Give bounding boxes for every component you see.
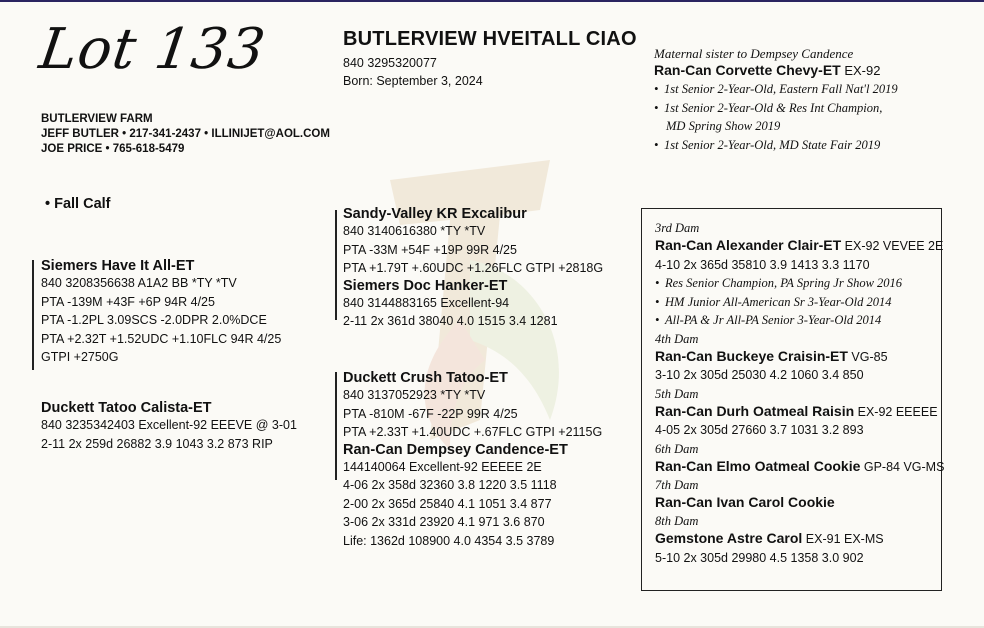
sire-line: PTA +2.32T +1.52UDC +1.10FLC 94R 4/25 — [41, 331, 282, 346]
maternal-sister-intro: Maternal sister to Dempsey Candence — [654, 46, 854, 61]
fifth-dam-class: EX-92 EEEEE — [854, 404, 938, 419]
dam-info — [41, 416, 297, 453]
eighth-dam-name: Gemstone Astre Carol — [655, 530, 803, 546]
award-item: • Res Senior Champion, PA Spring Jr Show 2016 — [655, 276, 903, 290]
eighth-dam-class: EX-91 EX-MS — [802, 532, 884, 546]
dam-dam-info — [343, 458, 602, 551]
maternal-sister-class: EX-92 — [840, 63, 881, 78]
sire-info — [41, 274, 281, 367]
sire-sire-line: 840 3140616380 *TY *TV — [343, 224, 486, 238]
dam-line: 2-11 2x 259d 26882 3.9 1043 3.2 873 RIP — [41, 436, 273, 451]
dam-line: 840 3235342403 Excellent-92 EEEVE @ 3-01 — [41, 418, 297, 432]
award-item: • All-PA & Jr All-PA Senior 3-Year-Old 2014 — [655, 313, 882, 327]
dam-dam-name: Ran-Can Dempsey Candence-ET — [343, 441, 568, 458]
dam-generation-label: 3rd Dam — [655, 221, 700, 235]
sixth-dam-class: GP-84 VG-MS — [860, 459, 945, 474]
sire-line: PTA -139M +43F +6P 94R 4/25 — [41, 294, 215, 309]
animal-details — [343, 54, 483, 90]
animal-name: BUTLERVIEW HVEITALL CIAO — [343, 28, 637, 50]
sire-sire-line: PTA -33M +54F +19P 99R 4/25 — [343, 242, 517, 257]
contact-jeff: JEFF BUTLER • 217-341-2437 • ILLINIJET@AOL.COM — [41, 128, 330, 140]
sire-parents-block — [343, 206, 603, 331]
award-item: • 1st Senior 2-Year-Old, MD State Fair 2019 — [654, 137, 881, 152]
sire-dam-line: 2-11 2x 361d 38040 4.0 1515 3.4 1281 — [343, 314, 558, 328]
birth-date: Born: September 3, 2024 — [343, 74, 483, 88]
lot-number: Lot 133 — [35, 17, 270, 82]
dam-sire-line: PTA +2.33T +1.40UDC +.67FLC GTPI +2115G — [343, 425, 603, 439]
fourth-dam-name: Ran-Can Buckeye Craisin-ET — [655, 347, 848, 364]
deeper-dams-box — [641, 208, 945, 591]
award-item-cont: MD Spring Show 2019 — [666, 119, 781, 133]
dam-generation-label: 4th Dam — [655, 331, 699, 346]
dam-parents-block — [343, 370, 602, 550]
third-dam-record: 4-10 2x 365d 35810 3.9 1413 3.3 1170 — [655, 257, 870, 272]
award-item: • HM Junior All-American Sr 3-Year-Old 2014 — [655, 294, 892, 309]
seventh-dam-name: Ran-Can Ivan Carol Cookie — [655, 494, 835, 510]
farm-contact-block — [41, 112, 330, 157]
award-item: • 1st Senior 2-Year-Old, Eastern Fall Nat'l 2019 — [654, 82, 898, 96]
dam-generation-label: 5th Dam — [655, 386, 699, 401]
dam-generation-label: 7th Dam — [655, 478, 699, 492]
sire-line: 840 3208356638 A1A2 BB *TY *TV — [41, 276, 237, 290]
fifth-dam-record: 4-05 2x 305d 27660 3.7 1031 3.2 893 — [655, 423, 864, 437]
award-item: • 1st Senior 2-Year-Old & Res Int Champion, — [654, 100, 883, 115]
dam-sire-line: PTA -810M -67F -22P 99R 4/25 — [343, 406, 518, 421]
dam-sire-info — [343, 386, 602, 442]
dam-generation-label: 6th Dam — [655, 441, 699, 456]
fourth-dam-class: VG-85 — [847, 349, 888, 364]
dam-sire-name: Duckett Crush Tatoo-ET — [343, 370, 508, 386]
dam-name: Duckett Tatoo Calista-ET — [41, 400, 212, 416]
bracket-line — [32, 260, 34, 370]
status-fall-calf: • Fall Calf — [45, 196, 111, 212]
fifth-dam-name: Ran-Can Durh Oatmeal Raisin — [655, 402, 855, 419]
sire-sire-line: PTA +1.79T +.60UDC +1.26FLC GTPI +2818G — [343, 261, 604, 275]
third-dam-name: Ran-Can Alexander Clair-ET — [655, 237, 842, 253]
eighth-dam-record: 5-10 2x 305d 29980 4.5 1358 3.0 902 — [655, 550, 864, 565]
dam-dam-line: 3-06 2x 331d 23920 4.1 971 3.6 870 — [343, 515, 545, 529]
farm-name: BUTLERVIEW FARM — [41, 113, 153, 125]
sire-line: PTA -1.2PL 3.09SCS -2.0DPR 2.0%DCE — [41, 313, 267, 327]
bracket-line — [335, 210, 337, 320]
sire-sire-name: Sandy-Valley KR Excalibur — [343, 206, 527, 222]
sire-name: Siemers Have It All-ET — [41, 258, 195, 274]
dam-dam-line: 2-00 2x 365d 25840 4.1 1051 3.4 877 — [343, 496, 552, 511]
bracket-line — [335, 372, 337, 480]
dam-sire-line: 840 3137052923 *TY *TV — [343, 388, 486, 402]
third-dam-class: EX-92 VEVEE 2E — [841, 239, 944, 253]
dam-dam-line: Life: 1362d 108900 4.0 4354 3.5 3789 — [343, 533, 555, 548]
dam-dam-line: 144140064 Excellent-92 EEEEE 2E — [343, 459, 542, 474]
sire-sire-info — [343, 222, 603, 278]
dam-block — [41, 400, 297, 453]
sire-dam-info — [343, 294, 603, 331]
dam-dam-line: 4-06 2x 358d 32360 3.8 1220 3.5 1118 — [343, 478, 557, 492]
sire-block — [41, 258, 281, 367]
contact-joe: JOE PRICE • 765-618-5479 — [41, 143, 185, 155]
sixth-dam-name: Ran-Can Elmo Oatmeal Cookie — [655, 457, 861, 474]
maternal-sister-block — [654, 46, 898, 154]
sire-dam-line: 840 3144883165 Excellent-94 — [343, 295, 510, 310]
dam-generation-label: 8th Dam — [655, 514, 699, 528]
maternal-sister-name: Ran-Can Corvette Chevy-ET — [654, 62, 841, 78]
fourth-dam-record: 3-10 2x 305d 25030 4.2 1060 3.4 850 — [655, 368, 864, 382]
top-rule — [0, 0, 984, 2]
sire-dam-name: Siemers Doc Hanker-ET — [343, 277, 508, 294]
sire-line: GTPI +2750G — [41, 350, 119, 364]
registration-number: 840 3295320077 — [343, 56, 437, 70]
